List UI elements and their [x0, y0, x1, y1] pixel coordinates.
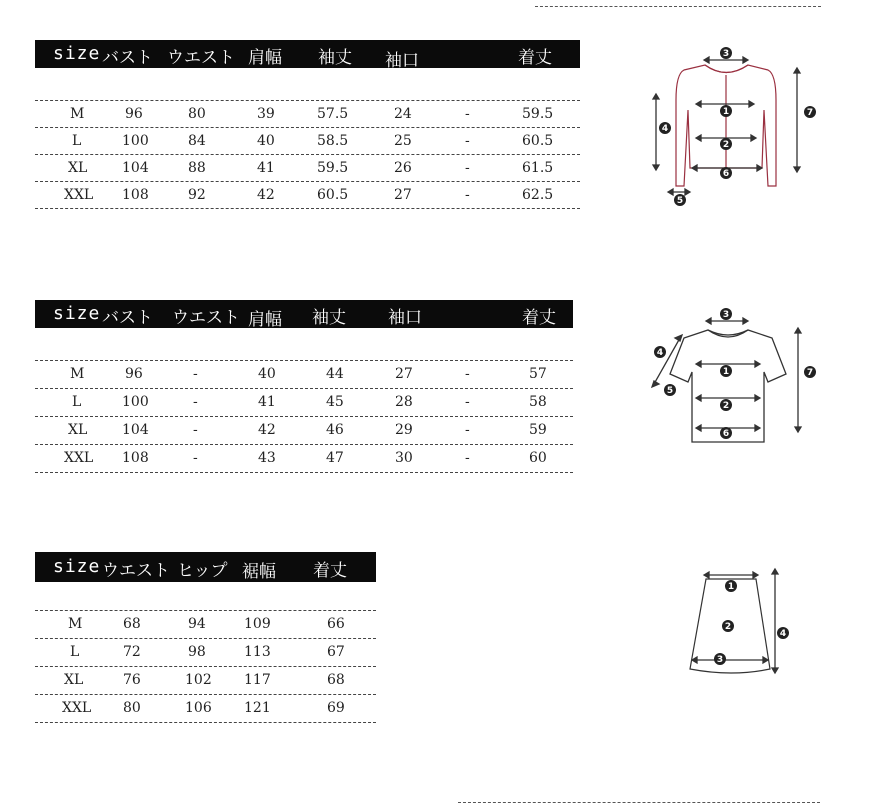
table-row [35, 695, 376, 723]
header-length: 着丈 [518, 48, 552, 68]
svg-text:2: 2 [722, 140, 730, 150]
cell-length: 60.5 [522, 133, 554, 149]
cell-size: XL [68, 422, 88, 438]
cell-sleeve-length: 44 [326, 366, 344, 382]
header-hem-width: 裾幅 [242, 562, 276, 582]
cell-waist: 92 [188, 187, 206, 203]
cell-length: 58 [529, 394, 547, 410]
skirt-markers [714, 580, 789, 665]
cell-shoulder: 40 [258, 366, 276, 382]
header-waist: ウエスト [102, 561, 170, 581]
cell-cuff: 25 [394, 133, 412, 149]
header-bust: バスト [102, 48, 153, 68]
cell-cuff: 29 [395, 422, 413, 438]
tshirt-size-table [35, 300, 573, 473]
cell-length: 66 [327, 616, 345, 632]
cell-shoulder: 43 [258, 450, 276, 466]
cell-waist: - [193, 422, 198, 438]
table-body [35, 611, 376, 723]
table-spacer [35, 68, 580, 101]
cell-size: M [70, 106, 85, 122]
table-body [35, 101, 580, 209]
cell-bust: 104 [122, 160, 149, 176]
header-shoulder: 肩幅 [248, 310, 282, 330]
header-cuff: 袖口 [385, 51, 419, 71]
header-length: 着丈 [522, 308, 556, 328]
cell-size: M [68, 616, 83, 632]
svg-text:2: 2 [722, 401, 730, 411]
cell-bust: 100 [122, 133, 149, 149]
skirt-size-table [35, 552, 376, 723]
svg-text:1: 1 [727, 582, 735, 592]
table-body [35, 361, 573, 473]
cell-cuff: 30 [395, 450, 413, 466]
bottom-divider [458, 802, 820, 803]
cell-blank: - [465, 106, 470, 122]
svg-text:5: 5 [666, 386, 674, 396]
svg-text:7: 7 [806, 368, 814, 378]
cell-blank: - [465, 366, 470, 382]
cell-waist: 84 [188, 133, 206, 149]
cell-size: L [72, 133, 82, 149]
tshirt-markers [654, 308, 816, 439]
table-row [35, 101, 580, 128]
table-row [35, 667, 376, 695]
cell-hem-width: 113 [244, 644, 271, 660]
cell-waist: 76 [123, 672, 141, 688]
cell-blank: - [465, 133, 470, 149]
cell-length: 59 [529, 422, 547, 438]
cell-sleeve-length: 59.5 [317, 160, 349, 176]
skirt-icon [680, 565, 800, 685]
table-row [35, 611, 376, 639]
table-header [35, 300, 573, 328]
cell-length: 68 [327, 672, 345, 688]
table-row [35, 128, 580, 155]
cell-blank: - [465, 160, 470, 176]
cell-waist: - [193, 366, 198, 382]
table-header [35, 552, 376, 582]
cell-size: XL [64, 672, 84, 688]
svg-text:1: 1 [722, 367, 730, 377]
header-hip: ヒップ [177, 561, 228, 581]
header-sleeve-length: 袖丈 [318, 48, 352, 68]
cell-size: L [72, 394, 82, 410]
table-row [35, 639, 376, 667]
cell-hem-width: 121 [244, 700, 271, 716]
jacket-size-table [35, 40, 580, 209]
cell-bust: 108 [122, 450, 149, 466]
skirt-measurement-diagram [680, 565, 800, 685]
cell-hem-width: 109 [244, 616, 271, 632]
header-bust: バスト [102, 308, 153, 328]
cell-cuff: 28 [395, 394, 413, 410]
table-row [35, 445, 573, 473]
cell-hem-width: 117 [244, 672, 271, 688]
svg-text:4: 4 [656, 348, 664, 358]
table-spacer [35, 328, 573, 361]
header-sleeve-length: 袖丈 [312, 308, 346, 328]
cell-cuff: 24 [394, 106, 412, 122]
tshirt-icon [640, 300, 830, 450]
cell-blank: - [465, 394, 470, 410]
cell-size: XXL [62, 700, 92, 716]
header-waist: ウエスト [172, 308, 240, 328]
cell-length: 69 [327, 700, 345, 716]
jacket-measurement-diagram [640, 40, 830, 210]
cell-waist: 88 [188, 160, 206, 176]
cell-bust: 96 [125, 106, 143, 122]
cell-length: 57 [529, 366, 547, 382]
cell-size: XXL [64, 450, 94, 466]
cell-hip: 106 [185, 700, 212, 716]
header-size: size [53, 43, 101, 64]
cell-sleeve-length: 57.5 [317, 106, 349, 122]
table-row [35, 417, 573, 445]
svg-text:5: 5 [676, 196, 684, 206]
cell-cuff: 26 [394, 160, 412, 176]
svg-text:4: 4 [779, 629, 787, 639]
cell-size: M [70, 366, 85, 382]
cell-size: XXL [64, 187, 94, 203]
cell-bust: 100 [122, 394, 149, 410]
svg-text:3: 3 [722, 310, 730, 320]
header-size: size [53, 556, 101, 577]
cell-bust: 104 [122, 422, 149, 438]
cell-length: 60 [529, 450, 547, 466]
cell-shoulder: 39 [257, 106, 275, 122]
cell-length: 61.5 [522, 160, 554, 176]
cell-waist: 80 [188, 106, 206, 122]
cell-waist: 68 [123, 616, 141, 632]
cell-hip: 102 [185, 672, 212, 688]
table-row [35, 389, 573, 417]
svg-text:1: 1 [722, 107, 730, 117]
header-length: 着丈 [313, 561, 347, 581]
header-size: size [53, 303, 101, 324]
cell-hip: 98 [188, 644, 206, 660]
cell-waist: 80 [123, 700, 141, 716]
cell-waist: - [193, 450, 198, 466]
cell-sleeve-length: 47 [326, 450, 344, 466]
cell-blank: - [465, 450, 470, 466]
table-row [35, 361, 573, 389]
cell-size: XL [68, 160, 88, 176]
header-shoulder: 肩幅 [248, 48, 282, 68]
top-divider [535, 6, 821, 7]
svg-text:3: 3 [722, 49, 730, 59]
cell-length: 59.5 [522, 106, 554, 122]
header-cuff: 袖口 [388, 308, 422, 328]
table-row [35, 182, 580, 209]
header-waist: ウエスト [167, 48, 235, 68]
cell-shoulder: 41 [257, 160, 275, 176]
cell-sleeve-length: 45 [326, 394, 344, 410]
cell-hip: 94 [188, 616, 206, 632]
cell-shoulder: 42 [258, 422, 276, 438]
svg-text:6: 6 [722, 429, 730, 439]
cell-length: 67 [327, 644, 345, 660]
cell-bust: 108 [122, 187, 149, 203]
cell-shoulder: 42 [257, 187, 275, 203]
tshirt-measurement-diagram [640, 300, 830, 450]
cell-shoulder: 41 [258, 394, 276, 410]
table-header [35, 40, 580, 71]
cell-length: 62.5 [522, 187, 554, 203]
table-spacer [35, 582, 376, 611]
cell-sleeve-length: 58.5 [317, 133, 349, 149]
svg-text:6: 6 [722, 169, 730, 179]
cell-blank: - [465, 422, 470, 438]
cell-shoulder: 40 [257, 133, 275, 149]
svg-text:4: 4 [661, 124, 669, 134]
cell-cuff: 27 [395, 366, 413, 382]
cell-waist: 72 [123, 644, 141, 660]
svg-text:2: 2 [724, 622, 732, 632]
svg-text:3: 3 [716, 655, 724, 665]
cell-sleeve-length: 60.5 [317, 187, 349, 203]
table-row [35, 155, 580, 182]
cell-size: L [70, 644, 80, 660]
cell-blank: - [465, 187, 470, 203]
cell-waist: - [193, 394, 198, 410]
cell-sleeve-length: 46 [326, 422, 344, 438]
cell-bust: 96 [125, 366, 143, 382]
jacket-icon [640, 40, 830, 210]
cell-cuff: 27 [394, 187, 412, 203]
svg-text:7: 7 [806, 108, 814, 118]
